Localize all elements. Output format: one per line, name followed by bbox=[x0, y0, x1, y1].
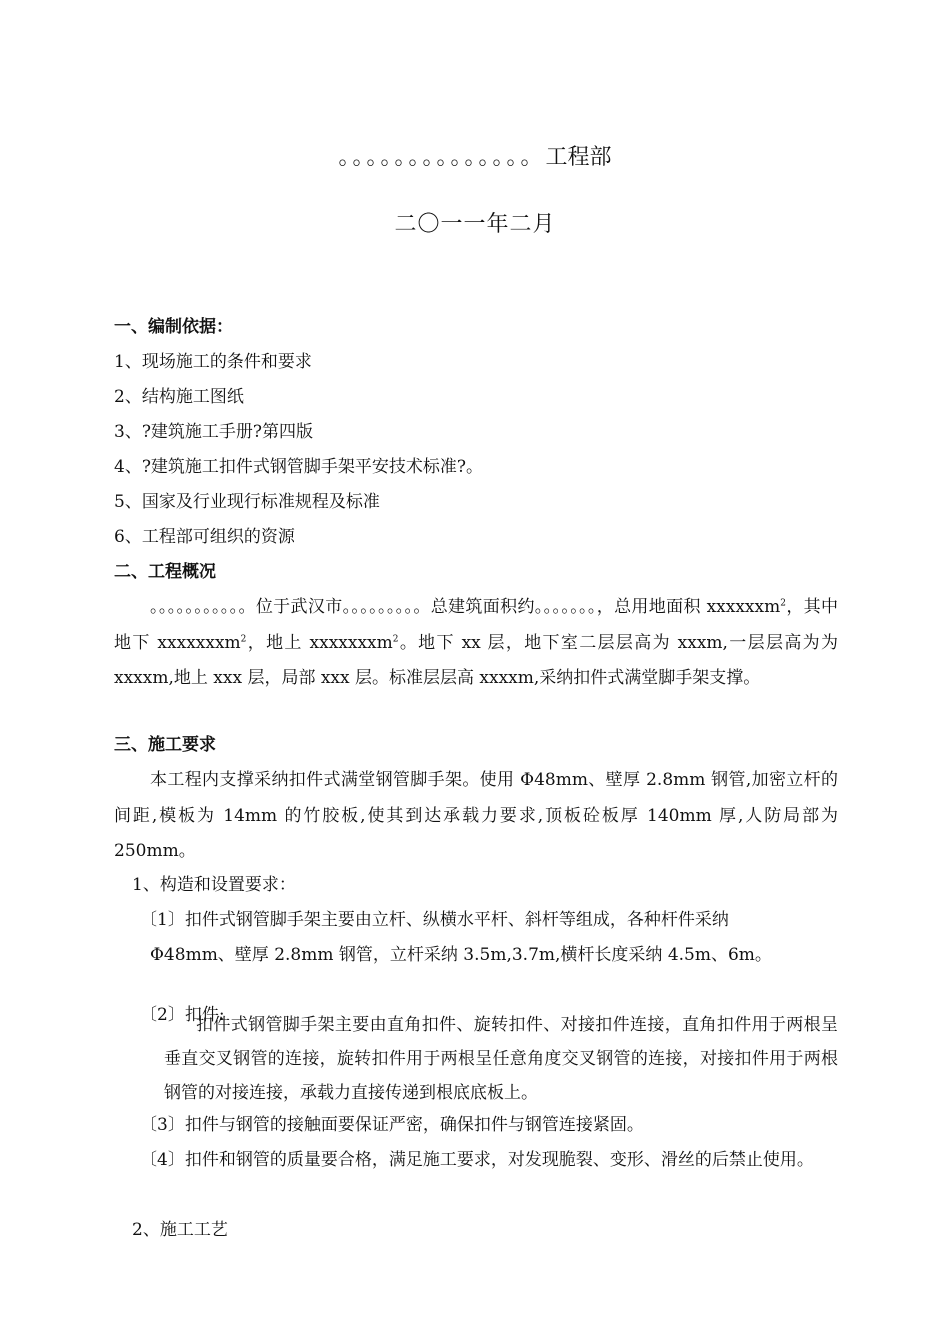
basis-item-1: 1、现场施工的条件和要求 bbox=[114, 352, 312, 372]
document-date: 二〇一一年二月 bbox=[394, 212, 556, 237]
requirement-item-1-cont: Φ48mm、壁厚 2.8mm 钢管，立杆采纳 3.5m,3.7m,横杆长度采纳 4.5m、6m。 bbox=[150, 945, 772, 965]
overview-text-2: ，其中地下 xxxxxxxm bbox=[114, 597, 839, 653]
subsection-construction-process: 2、施工工艺 bbox=[132, 1220, 228, 1240]
requirement-item-1: 〔1〕扣件式钢管脚手架主要由立杆、纵横水平杆、斜杆等组成，各种杆件采纳 bbox=[140, 910, 729, 930]
fastener-paragraph: 扣件式钢管脚手架主要由直角扣件、旋转扣件、对接扣件连接，直角扣件用于两根呈垂直交叉钢管的连接，旋转扣件用于两根呈任意角度交叉钢管的连接，对接扣件用于两根钢管的对接连接，承载力直接传递到根底底板上。 bbox=[164, 1015, 838, 1103]
section2-heading: 二、工程概况 bbox=[114, 562, 216, 582]
superscript-2: 2 bbox=[392, 633, 399, 644]
section3-heading: 三、施工要求 bbox=[114, 735, 216, 755]
department-dots: 。。。。。。。。。。。。。。 bbox=[338, 145, 546, 170]
project-overview-paragraph bbox=[114, 590, 838, 697]
department-title bbox=[0, 140, 950, 171]
basis-item-3: 3、?建筑施工手册?第四版 bbox=[114, 422, 314, 442]
basis-item-6: 6、工程部可组织的资源 bbox=[114, 527, 295, 547]
overview-text-4: 。地下 xx 层，地下室二层层高为 xxxm,一层层高为为 xxxxm,地上 xxx 层，局部 xxx 层。标准层层高 xxxxm,采纳扣件式满堂脚手架支撑。 bbox=[114, 632, 839, 688]
requirement-item-4: 〔4〕扣件和钢管的质量要合格，满足施工要求，对发现脆裂、变形、滑丝的后禁止使用。 bbox=[140, 1150, 814, 1170]
superscript-2: 2 bbox=[240, 633, 247, 644]
subsection-structure: 1、构造和设置要求： bbox=[132, 875, 296, 895]
section1-heading: 一、编制依据： bbox=[114, 317, 233, 337]
overview-text-1: 。。。。。。。。。。。位于武汉市。。。。。。。。。总建筑面积约。。。。。。。，总用地面积 xxxxxxm bbox=[150, 597, 781, 617]
overview-text-3: ，地上 xxxxxxxm bbox=[246, 632, 393, 653]
requirement-item-2: 〔2〕扣件: bbox=[140, 1005, 225, 1025]
department-label: 工程部 bbox=[545, 145, 612, 170]
basis-item-5: 5、国家及行业现行标准规程及标准 bbox=[114, 492, 380, 512]
basis-item-2: 2、结构施工图纸 bbox=[114, 387, 244, 407]
construction-intro-paragraph: 本工程内支撑采纳扣件式满堂钢管脚手架。使用 Φ48mm、壁厚 2.8mm 钢管,加密立杆的间距,模板为 14mm 的竹胶板,使其到达承载力要求,顶板砼板厚 140mm 厚,人防局部为 250mm。 bbox=[114, 770, 838, 861]
requirement-item-3: 〔3〕扣件与钢管的接触面要保证严密，确保扣件与钢管连接紧固。 bbox=[140, 1115, 644, 1135]
basis-item-4: 4、?建筑施工扣件式钢管脚手架平安技术标准?。 bbox=[114, 457, 484, 477]
superscript-2: 2 bbox=[780, 598, 786, 609]
